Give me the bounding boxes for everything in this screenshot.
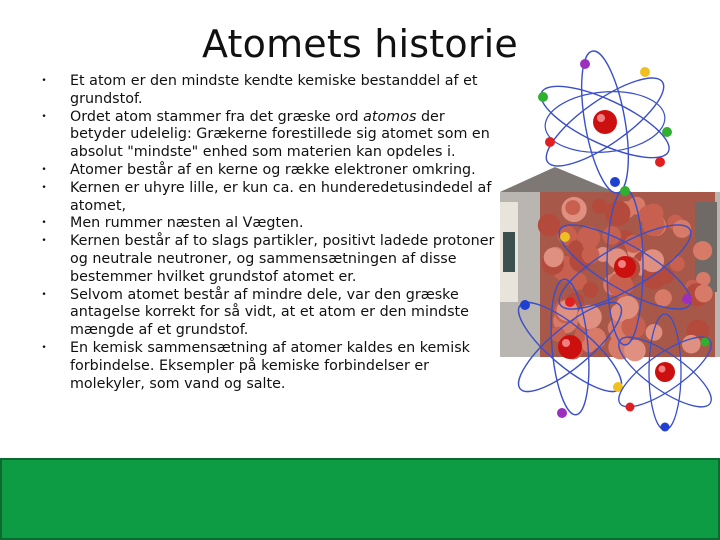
bullet-icon: • [41, 289, 47, 300]
bullet-icon: • [41, 218, 47, 229]
nucleon-sphere [583, 282, 599, 298]
bullet-icon: • [41, 236, 47, 247]
nucleon-sphere [695, 284, 713, 302]
bullet-text: Kernen består af to slags partikler, positivt ladede protoner og neutrale neutroner, og sammensætningen af disse bestemmer hvilket grundstof atomet er. [70, 233, 495, 285]
slide-title: Atomets historie [202, 22, 518, 66]
bullet-item [38, 215, 498, 233]
nucleon-sphere [582, 246, 600, 264]
bullet-item [38, 287, 498, 340]
nucleon-sphere [624, 340, 646, 362]
bullet-text: Kernen er uhyre lille, er kun ca. en hunderedetusindedel af atomet, [70, 179, 492, 214]
nucleon-sphere [605, 201, 631, 227]
bullet-item [38, 233, 498, 286]
nucleon-sphere [544, 248, 564, 268]
nucleon-sphere [646, 324, 663, 341]
nucleon-sphere [655, 289, 672, 306]
bullet-icon: • [41, 76, 47, 86]
bullet-icon: • [41, 342, 47, 353]
bullet-icon: • [41, 182, 47, 193]
atom-models-collage-icon [495, 42, 720, 437]
footer-bar [0, 458, 720, 540]
bullet-icon: • [41, 111, 47, 122]
bullet-item [38, 109, 498, 162]
bullet-list [38, 73, 498, 393]
bullet-item [38, 180, 498, 216]
bullet-text: Et atom er den mindste kendte kemiske bestanddel af et grundstof. [70, 73, 478, 107]
nucleon-sphere [538, 214, 560, 236]
emphasis-word: atomos [363, 108, 417, 125]
bullet-text: Ordet atom stammer fra det græske ord atomos der betyder udelelig: Grækerne forestillede sig atomet som en absolut "mindste" enhed som materien kan opdeles i. [70, 108, 490, 161]
nucleon-sphere [693, 241, 712, 260]
bullet-text: Selvom atomet består af mindre dele, var den græske antagelse korrekt for så vidt, at et atom er den mindste mængde af et grundstof. [70, 286, 469, 339]
bullet-item [38, 73, 498, 109]
bullet-item [38, 340, 498, 393]
nucleon-sphere [670, 256, 685, 271]
nucleon-sphere [592, 199, 607, 214]
bullet-text: En kemisk sammensætning af atomer kaldes en kemisk forbindelse. Eksempler på kemiske forbindelser er molekyler, som vand og salte. [70, 339, 470, 392]
nucleon-sphere [673, 220, 691, 238]
bullet-text: Men rummer næsten al Vægten. [70, 215, 304, 232]
nucleon-sphere [615, 296, 638, 319]
nucleon-sphere [565, 200, 580, 215]
bullet-text: Atomer består af en kerne og række elektroner omkring. [70, 161, 476, 178]
bullet-icon: • [41, 164, 47, 175]
bullet-item [38, 162, 498, 180]
